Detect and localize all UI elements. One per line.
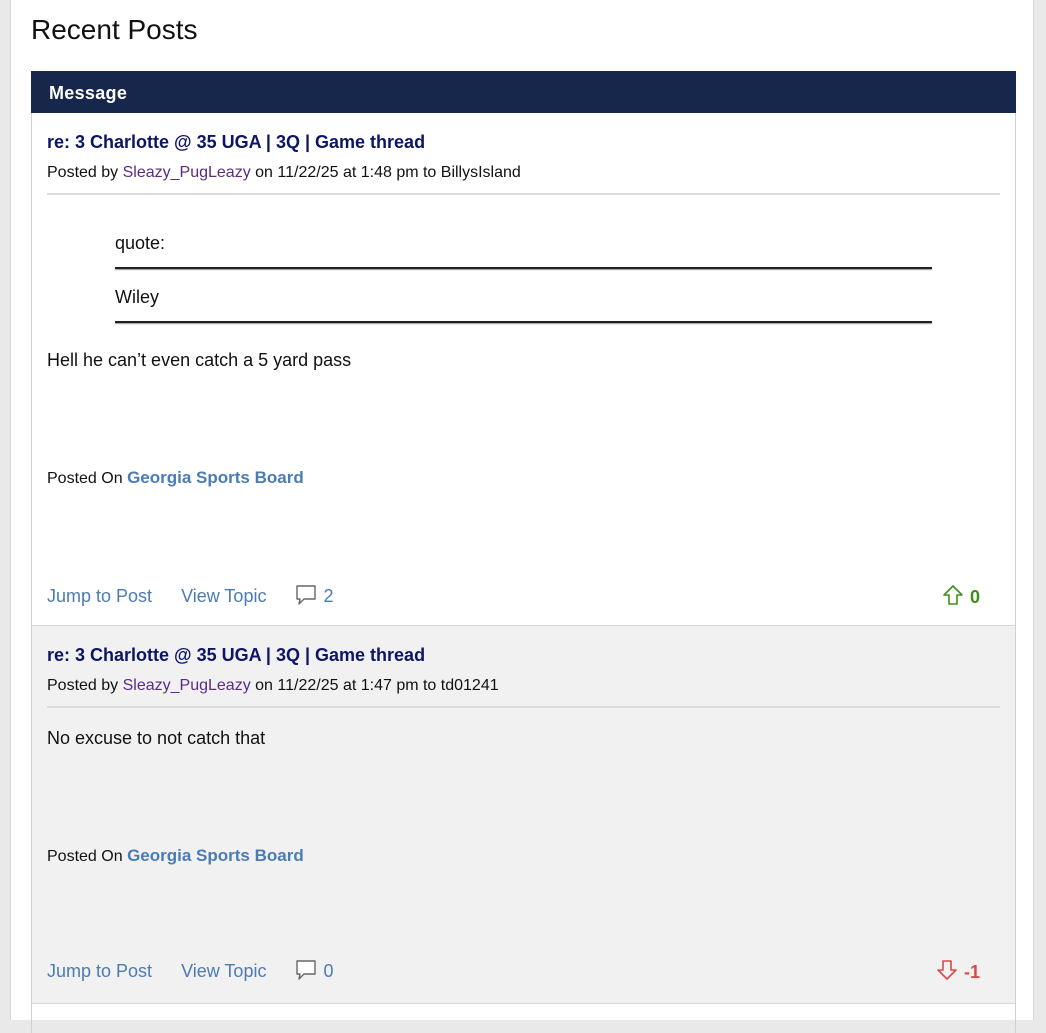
table-header: Message [31, 71, 1016, 113]
comment-count-button[interactable] [295, 961, 333, 981]
comment-count-button[interactable] [295, 586, 333, 606]
post-body: No excuse to not catch that [47, 728, 266, 748]
vote-score[interactable] [936, 959, 980, 983]
vote-value: 0 [969, 587, 980, 607]
vote-value: -1 [963, 962, 980, 982]
author-link[interactable]: Sleazy_PugLeazy [122, 677, 251, 694]
posted-on [47, 846, 1000, 866]
posts-table [31, 71, 1016, 1033]
post-body: Hell he can’t even catch a 5 yard pass [47, 350, 352, 370]
comment-count: 2 [323, 586, 334, 606]
view-topic-link[interactable]: View Topic [181, 961, 267, 981]
board-link[interactable]: Georgia Sports Board [127, 846, 304, 865]
speech-bubble-icon [295, 959, 317, 981]
speech-bubble-icon [295, 584, 317, 606]
posted-on-label: Posted On [47, 470, 123, 487]
posted-on-label: Posted On [47, 848, 123, 865]
post-meta [47, 677, 1000, 695]
arrow-up-icon [942, 584, 964, 606]
page-title: Recent Posts [31, 14, 198, 45]
posted-by-label: Posted by [47, 677, 119, 694]
post-item [32, 1003, 1015, 1033]
post-item [32, 625, 1015, 1003]
vote-score[interactable] [942, 584, 980, 608]
quote-bottom-rule [115, 321, 932, 323]
page-container [10, 0, 1034, 1020]
author-link[interactable]: Sleazy_PugLeazy [122, 164, 251, 181]
jump-to-post-link[interactable]: Jump to Post [47, 961, 153, 981]
view-topic-link[interactable]: View Topic [181, 586, 267, 606]
post-actions [47, 584, 1000, 607]
posted-by-label: Posted by [47, 164, 119, 181]
board-link[interactable]: Georgia Sports Board [127, 468, 304, 487]
quote-top-rule [115, 267, 932, 269]
quote-block [115, 233, 932, 323]
posted-on [47, 468, 1000, 488]
jump-to-post-link[interactable]: Jump to Post [47, 586, 153, 606]
post-meta [47, 164, 1000, 182]
comment-count: 0 [323, 961, 334, 981]
quote-text: Wiley [115, 287, 159, 307]
arrow-down-icon [936, 959, 958, 981]
post-divider [47, 193, 1000, 195]
post-date-meta: on 11/22/25 at 1:47 pm to td01241 [255, 677, 499, 694]
post-item [32, 113, 1015, 625]
post-title-link[interactable]: re: 3 Charlotte @ 35 UGA | 3Q | Game thread [47, 645, 426, 665]
post-date-meta: on 11/22/25 at 1:48 pm to BillysIsland [255, 164, 521, 181]
quote-label: quote: [115, 233, 166, 253]
post-divider [47, 706, 1000, 708]
post-actions [47, 959, 1000, 982]
post-title-link[interactable]: re: 3 Charlotte @ 35 UGA | 3Q | Game thread [47, 132, 426, 152]
